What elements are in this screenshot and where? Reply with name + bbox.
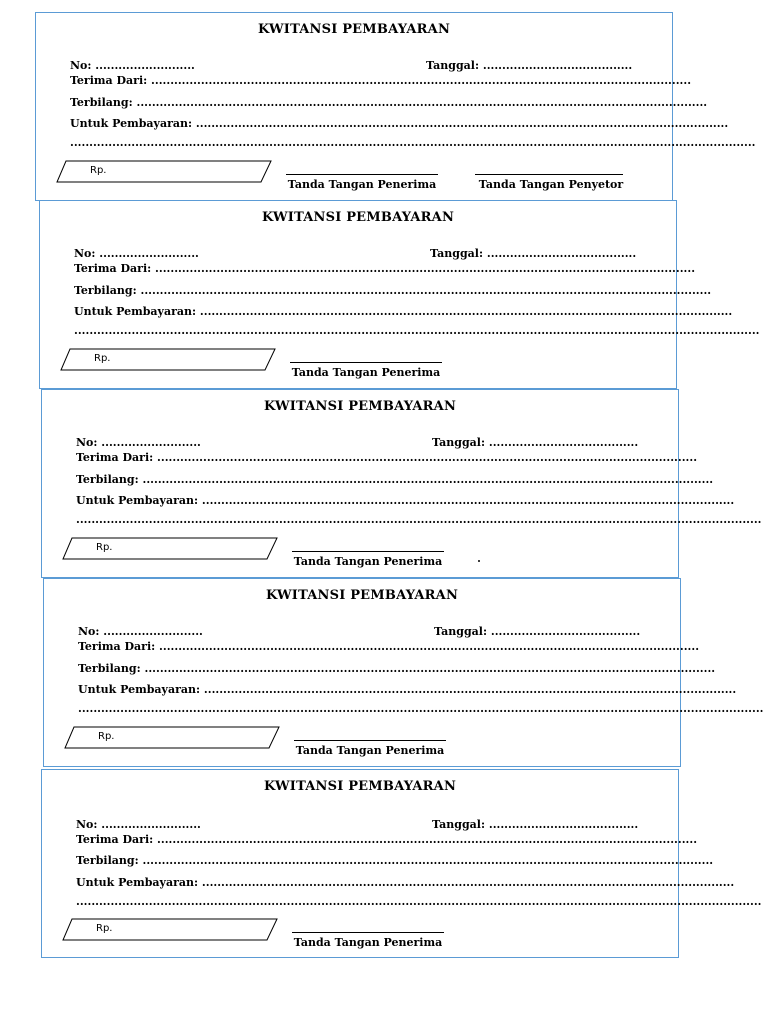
receipt-4 [43, 578, 764, 767]
untuk-pembayaran-field[interactable]: Untuk Pembayaran: ........................................................................................................................................... [74, 305, 733, 318]
tanggal-field[interactable]: Tanggal: ....................................... [432, 818, 639, 831]
rp-label: Rp. [94, 353, 111, 364]
signature-penerima-label: Tanda Tangan Penerima [293, 555, 443, 568]
signature-line [286, 174, 438, 175]
receipt-5 [41, 769, 762, 958]
receipt-3 [41, 389, 762, 578]
terbilang-field[interactable]: Terbilang: ..................................................................................................................................................... [76, 473, 714, 486]
untuk-pembayaran-field[interactable]: Untuk Pembayaran: ........................................................................................................................................... [70, 117, 729, 130]
rp-label: Rp. [96, 923, 113, 934]
signature-line [292, 551, 444, 552]
rp-box-outline [60, 348, 276, 372]
receipt-title: KWITANSI PEMBAYARAN [263, 779, 457, 794]
terima-dari-field[interactable]: Terima Dari: ............................................................................................................................................. [76, 833, 698, 846]
tanggal-field[interactable]: Tanggal: ....................................... [434, 625, 641, 638]
receipt-title: KWITANSI PEMBAYARAN [263, 399, 457, 414]
tanggal-field[interactable]: Tanggal: ....................................... [426, 59, 633, 72]
untuk-pembayaran-field[interactable]: Untuk Pembayaran: ........................................................................................................................................... [76, 876, 735, 889]
signature-penerima [286, 362, 446, 379]
signature-penyetor [471, 174, 631, 191]
rp-amount-box[interactable] [64, 726, 277, 748]
receipt-1 [35, 12, 756, 201]
receipt-title: KWITANSI PEMBAYARAN [261, 210, 455, 225]
signature-penerima [290, 740, 450, 757]
terima-dari-field[interactable]: Terima Dari: ............................................................................................................................................. [76, 451, 698, 464]
rp-box-outline [64, 726, 280, 750]
rp-amount-box[interactable] [60, 348, 273, 370]
terima-dari-field[interactable]: Terima Dari: ............................................................................................................................................. [70, 74, 692, 87]
extra-line[interactable]: ................................................................................................................................................................................... [74, 324, 760, 337]
tanggal-field[interactable]: Tanggal: ....................................... [430, 247, 637, 260]
terima-dari-field[interactable]: Terima Dari: ............................................................................................................................................. [74, 262, 696, 275]
tanggal-field[interactable]: Tanggal: ....................................... [432, 436, 639, 449]
no-field[interactable]: No: .......................... [74, 247, 199, 260]
signature-line [475, 174, 623, 175]
rp-box-outline [56, 160, 272, 184]
receipt-title: KWITANSI PEMBAYARAN [257, 22, 451, 37]
terbilang-field[interactable]: Terbilang: ..................................................................................................................................................... [74, 284, 712, 297]
terbilang-field[interactable]: Terbilang: ..................................................................................................................................................... [78, 662, 716, 675]
rp-box-outline [62, 537, 278, 561]
signature-penerima-label: Tanda Tangan Penerima [293, 936, 443, 949]
terbilang-field[interactable]: Terbilang: ..................................................................................................................................................... [70, 96, 708, 109]
signature-line [294, 740, 446, 741]
receipt-2 [39, 200, 760, 389]
signature-penerima-label: Tanda Tangan Penerima [287, 178, 437, 191]
signature-penerima [288, 932, 448, 949]
terima-dari-field[interactable]: Terima Dari: ............................................................................................................................................. [78, 640, 700, 653]
no-field[interactable]: No: .......................... [76, 818, 201, 831]
rp-amount-box[interactable] [56, 160, 269, 182]
receipt-title: KWITANSI PEMBAYARAN [265, 588, 459, 603]
stray-dot [478, 560, 480, 562]
signature-line [292, 932, 444, 933]
extra-line[interactable]: ................................................................................................................................................................................... [70, 136, 756, 149]
untuk-pembayaran-field[interactable]: Untuk Pembayaran: ........................................................................................................................................... [76, 494, 735, 507]
no-field[interactable]: No: .......................... [76, 436, 201, 449]
no-field[interactable]: No: .......................... [78, 625, 203, 638]
signature-penerima [288, 551, 448, 568]
terbilang-field[interactable]: Terbilang: ..................................................................................................................................................... [76, 854, 714, 867]
extra-line[interactable]: ................................................................................................................................................................................... [78, 702, 764, 715]
signature-penerima [282, 174, 442, 191]
rp-amount-box[interactable] [62, 918, 275, 940]
rp-label: Rp. [98, 731, 115, 742]
rp-label: Rp. [96, 542, 113, 553]
no-field[interactable]: No: .......................... [70, 59, 195, 72]
untuk-pembayaran-field[interactable]: Untuk Pembayaran: ........................................................................................................................................... [78, 683, 737, 696]
extra-line[interactable]: ................................................................................................................................................................................... [76, 513, 762, 526]
signature-penerima-label: Tanda Tangan Penerima [295, 744, 445, 757]
extra-line[interactable]: ................................................................................................................................................................................... [76, 895, 762, 908]
rp-label: Rp. [90, 165, 107, 176]
signature-line [290, 362, 442, 363]
signature-penyetor-label: Tanda Tangan Penyetor [478, 178, 624, 191]
rp-amount-box[interactable] [62, 537, 275, 559]
rp-box-outline [62, 918, 278, 942]
signature-penerima-label: Tanda Tangan Penerima [291, 366, 441, 379]
